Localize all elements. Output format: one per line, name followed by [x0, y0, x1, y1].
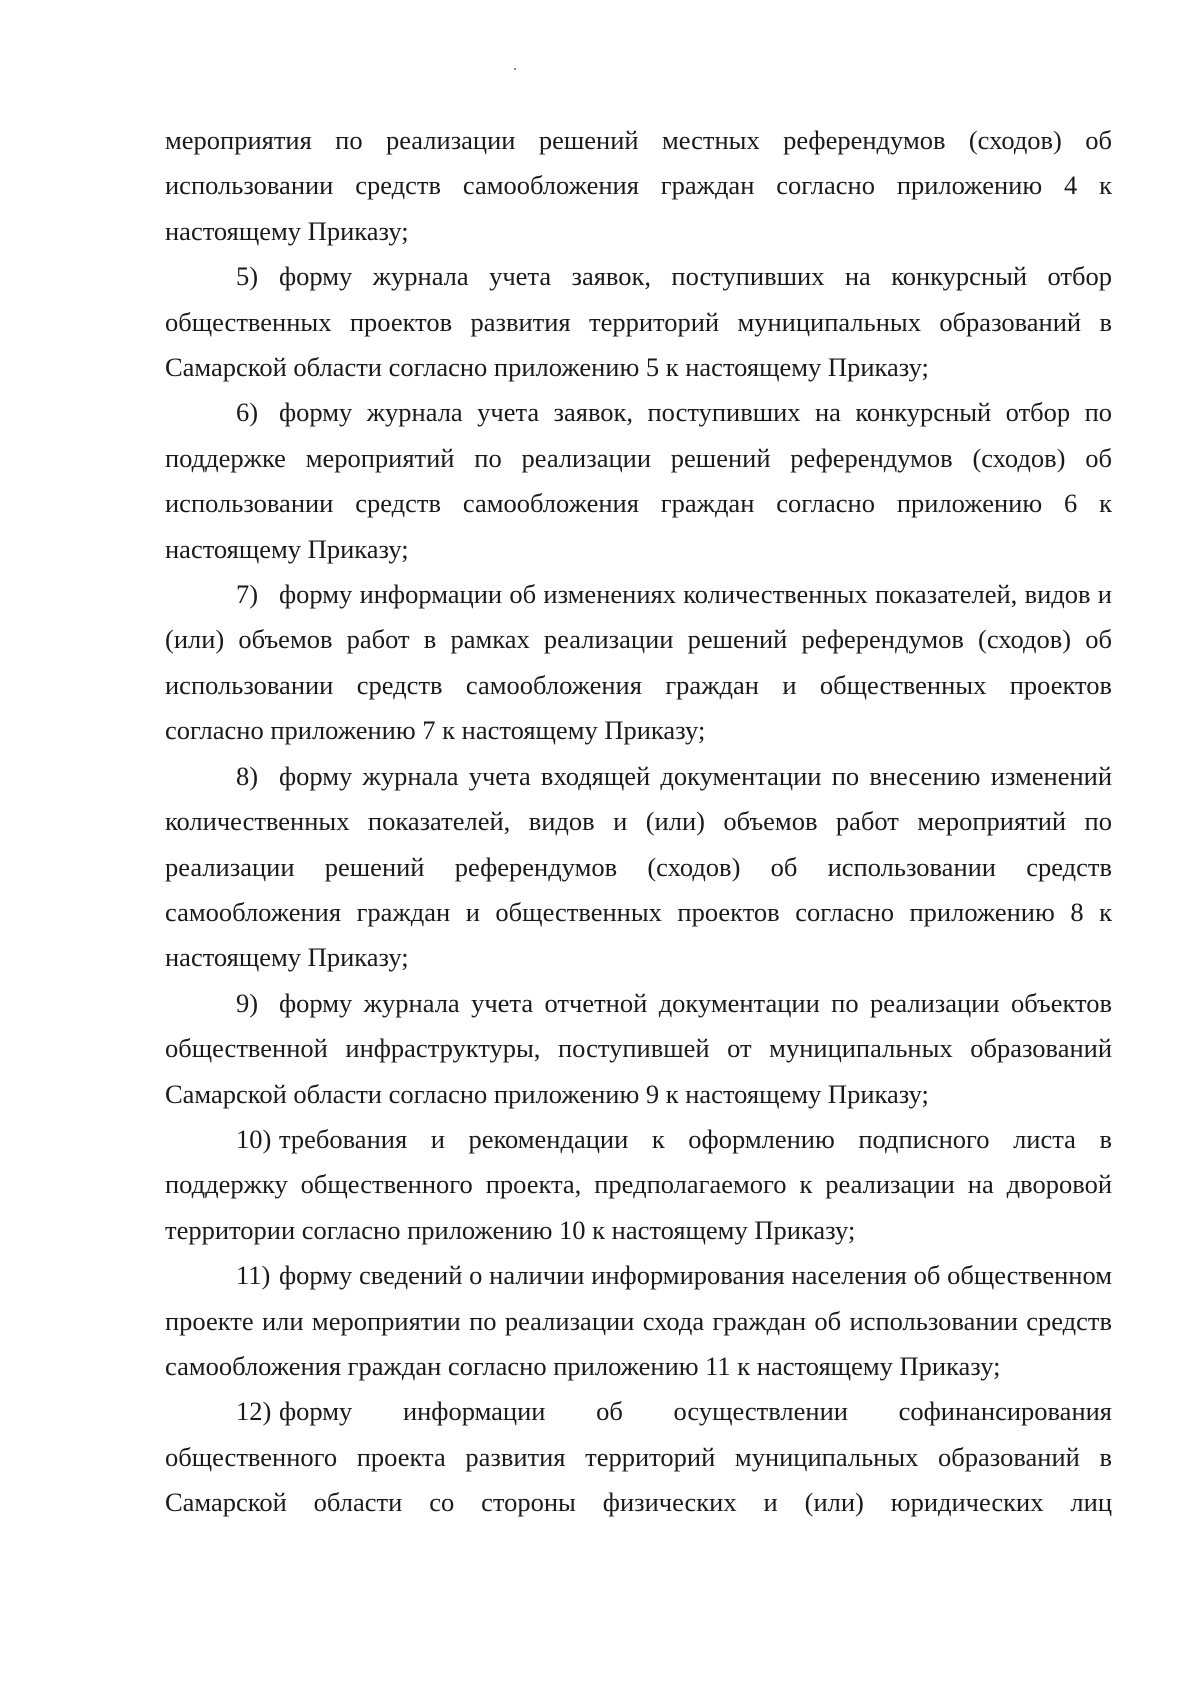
item-number: 11) [236, 1260, 271, 1291]
item-number: 6) [236, 397, 259, 428]
item-text: форму журнала учета заявок, поступивших на конкурсный отбор общественных проектов развития территорий муниципальных образований в Самарской области согласно приложению 5 к настоящему Приказу; [165, 261, 1112, 383]
item-text: форму журнала учета отчетной документации по реализации объектов общественной инфраструктуры, поступившей от муниципальных образований Самарской области согласно приложению 9 к настоящему Приказу; [165, 987, 1112, 1109]
list-item-9 [165, 981, 1112, 1117]
item-text: форму сведений о наличии информирования населения об общественном проекте или мероприятии по реализации схода граждан об использовании средств самообложения граждан согласно приложению 11 к настоящему Приказу; [165, 1260, 1112, 1381]
list-item-10 [165, 1117, 1112, 1253]
list-item-11 [165, 1253, 1112, 1389]
item-number: 12) [236, 1396, 272, 1427]
item-number: 10) [236, 1123, 272, 1154]
item-number: 7) [236, 579, 259, 610]
item-text: форму информации об изменениях количественных показателей, видов и (или) объемов работ в рамках реализации решений референдумов (сходов) об использовании средств самообложения граждан и общественных проектов согласно приложению 7 к настоящему Приказу; [165, 579, 1112, 746]
item-text: требования и рекомендации к оформлению подписного листа в поддержку общественного проекта, предполагаемого к реализации на дворовой территории согласно приложению 10 к настоящему Приказу; [165, 1123, 1112, 1245]
list-item-7 [165, 572, 1112, 754]
scan-dot [514, 68, 516, 70]
item-text: форму информации об осуществлении софинансирования общественного проекта развития территорий муниципальных образований в Самарской области со стороны физических и (или) юридических лиц [165, 1396, 1112, 1518]
document-body [165, 118, 1112, 1526]
item-number: 9) [236, 987, 259, 1018]
list-item-5 [165, 254, 1112, 390]
item-number: 8) [236, 760, 259, 791]
intro-paragraph: мероприятия по реализации решений местных референдумов (сходов) об использовании средств самообложения граждан согласно приложению 4 к настоящему Приказу; [165, 125, 1112, 246]
list-item-6 [165, 390, 1112, 572]
item-text: форму журнала учета входящей документации по внесению изменений количественных показателей, видов и (или) объемов работ мероприятий по реализации решений референдумов (сходов) об использовании средств самообложения граждан и общественных проектов согласно приложению 8 к настоящему Приказу; [165, 760, 1112, 973]
item-text: форму журнала учета заявок, поступивших на конкурсный отбор по поддержке мероприятий по реализации решений референдумов (сходов) об использовании средств самообложения граждан согласно приложению 6 к настоящему Приказу; [165, 397, 1112, 564]
list-item-8 [165, 754, 1112, 981]
item-number: 5) [236, 261, 259, 292]
list-item-12 [165, 1389, 1112, 1525]
